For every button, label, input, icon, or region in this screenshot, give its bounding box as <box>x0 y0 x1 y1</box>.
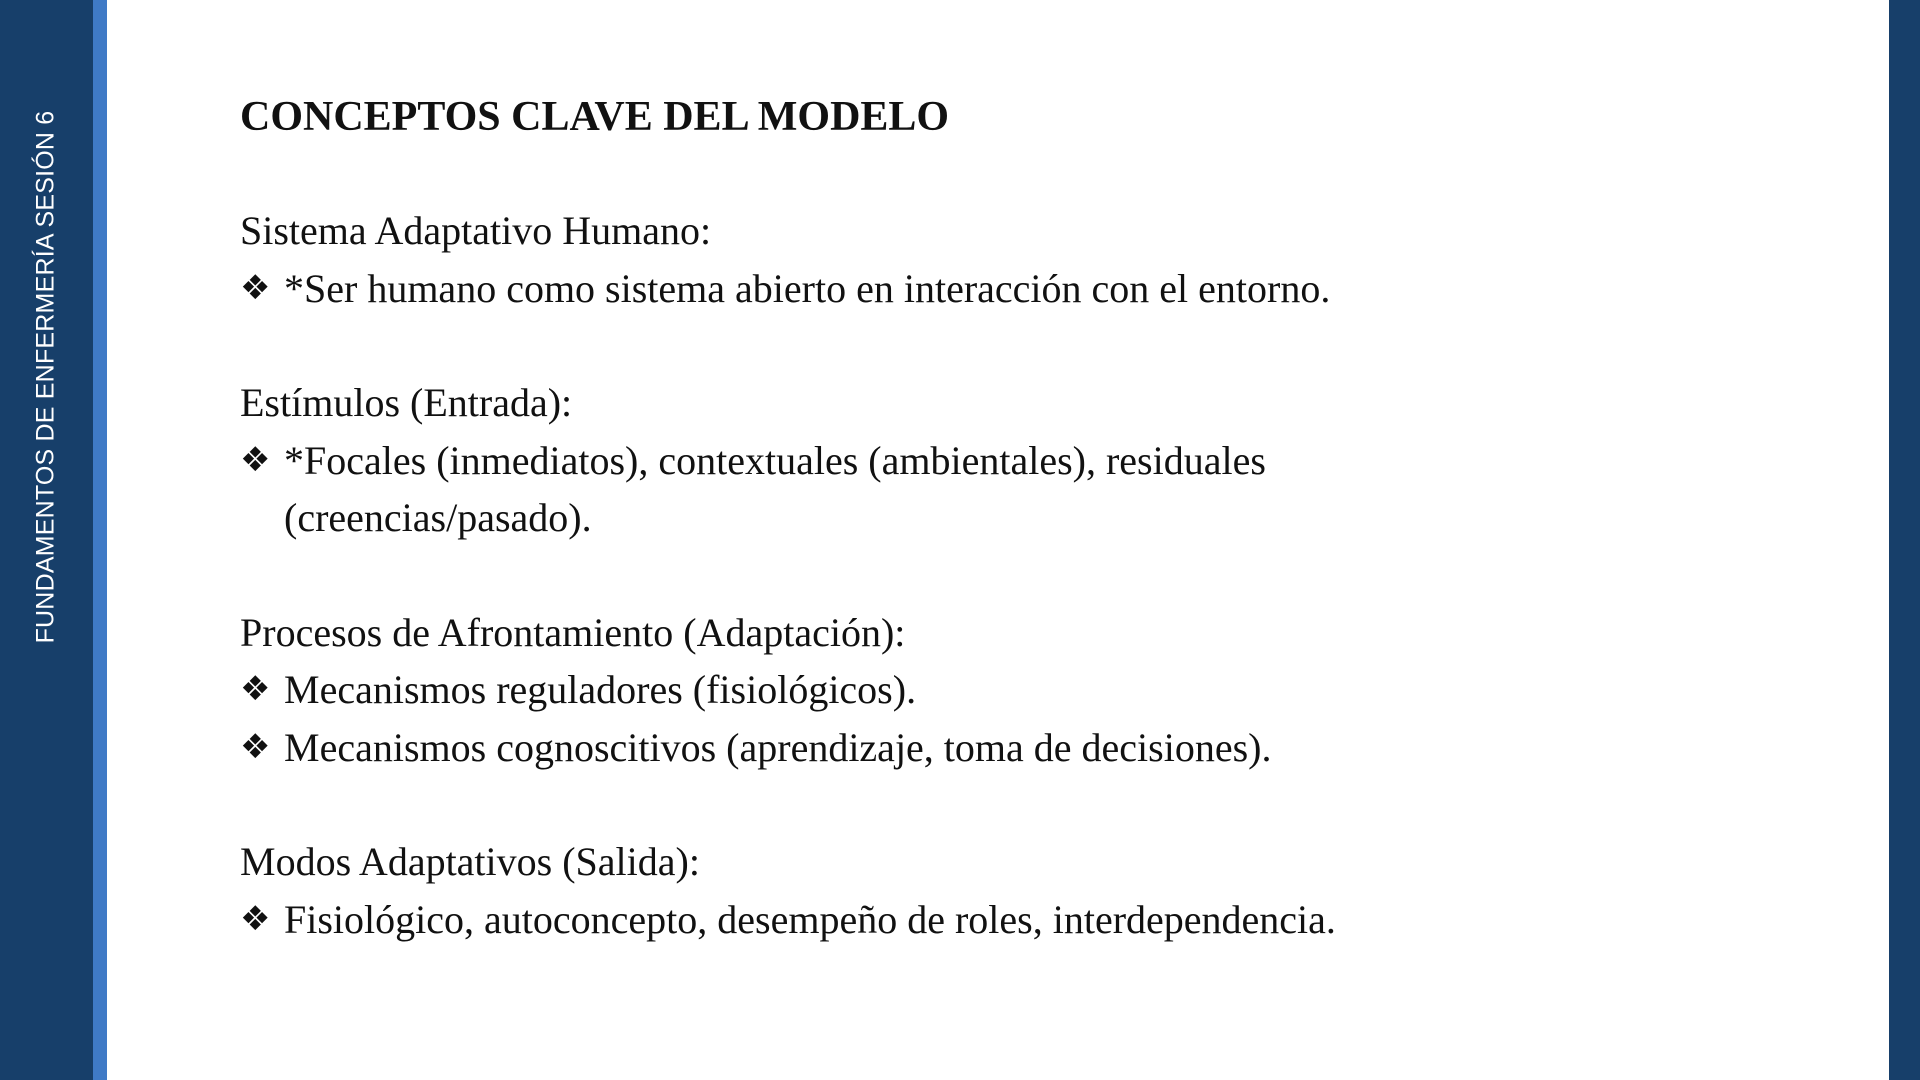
section-sistema-adaptativo <box>240 202 1840 317</box>
left-accent-stripe <box>93 0 107 1080</box>
section-procesos-afrontamiento <box>240 604 1840 777</box>
bullet-item <box>240 891 1840 949</box>
slide-title: CONCEPTOS CLAVE DEL MODELO <box>240 94 950 140</box>
diamond-bullet-icon: ❖ <box>240 669 271 709</box>
section-modos-adaptativos <box>240 833 1840 948</box>
section-heading: Procesos de Afrontamiento (Adaptación): <box>240 609 906 655</box>
bullet-text: Mecanismos cognoscitivos (aprendizaje, toma de decisiones). <box>284 724 1272 770</box>
diamond-bullet-icon: ❖ <box>240 898 271 939</box>
bullet-item <box>240 661 1840 719</box>
bullet-item <box>240 260 1840 318</box>
right-sidebar-band <box>1889 0 1920 1080</box>
section-heading: Modos Adaptativos (Salida): <box>240 839 700 884</box>
diamond-bullet-icon: ❖ <box>240 726 271 767</box>
section-heading: Estímulos (Entrada): <box>240 380 573 425</box>
section-heading: Sistema Adaptativo Humano: <box>240 208 712 253</box>
diamond-bullet-icon: ❖ <box>240 439 271 480</box>
bullet-text: Fisiológico, autoconcepto, desempeño de roles, interdependencia. <box>284 896 1336 942</box>
diamond-bullet-icon: ❖ <box>240 267 271 308</box>
section-estimulos <box>240 374 1840 547</box>
bullet-text: *Focales (inmediatos), contextuales (ambientales), residuales (creencias/pasado). <box>284 437 1266 540</box>
slide-content <box>240 88 1840 1005</box>
bullet-item <box>240 719 1840 777</box>
bullet-item <box>240 432 1840 547</box>
bullet-text: *Ser humano como sistema abierto en interacción con el entorno. <box>284 265 1331 311</box>
bullet-text: Mecanismos reguladores (fisiológicos). <box>284 667 917 712</box>
left-sidebar-band <box>0 0 93 1080</box>
course-session-label: FUNDAMENTOS DE ENFERMERÍA SESIÓN 6 <box>31 110 60 644</box>
